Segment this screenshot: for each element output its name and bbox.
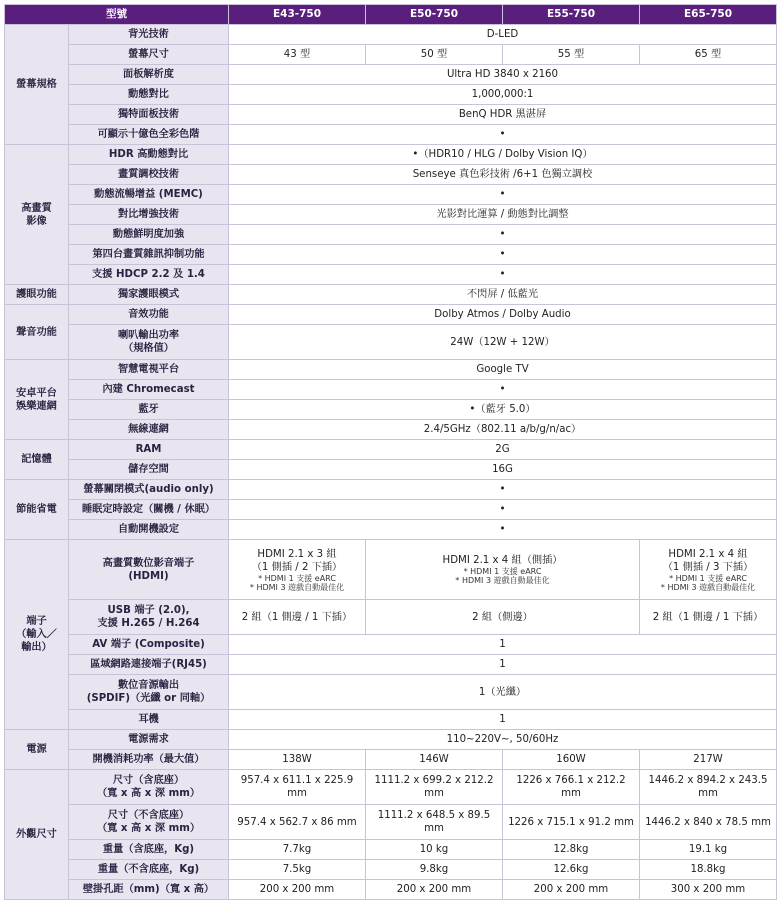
spec-value: 1226 x 766.1 x 212.2 mm — [503, 770, 640, 805]
spec-value: Dolby Atmos / Dolby Audio — [229, 305, 777, 325]
spec-value: Google TV — [229, 360, 777, 380]
spec-value: 1 — [229, 655, 777, 675]
table-row — [5, 325, 777, 360]
spec-value: 2.4/5GHz（802.11 a/b/g/n/ac） — [229, 420, 777, 440]
spec-value — [366, 540, 640, 600]
spec-value: • — [229, 265, 777, 285]
spec-value: • — [229, 225, 777, 245]
hdmi-main: HDMI 2.1 x 4 組 （1 側插 / 3 下插） — [662, 548, 754, 573]
spec-value: Ultra HD 3840 x 2160 — [229, 65, 777, 85]
table-row — [5, 730, 777, 750]
table-row — [5, 165, 777, 185]
table-row — [5, 65, 777, 85]
model-e50: E50-750 — [366, 5, 503, 25]
section-power-saving: 節能省電 — [5, 480, 69, 540]
spec-value: • — [229, 185, 777, 205]
table-row — [5, 880, 777, 900]
feature-label: 螢幕尺寸 — [69, 45, 229, 65]
spec-value: 16G — [229, 460, 777, 480]
feature-label: 對比增強技術 — [69, 205, 229, 225]
feature-label: 畫質調校技術 — [69, 165, 229, 185]
spec-value: 957.4 x 611.1 x 225.9 mm — [229, 770, 366, 805]
table-row — [5, 500, 777, 520]
hdmi-note: * HDMI 1 支援 eARC * HDMI 3 遊戲自動最佳化 — [455, 567, 550, 585]
feature-label: HDR 高動態對比 — [69, 145, 229, 165]
spec-value: • — [229, 500, 777, 520]
spec-value: 10 kg — [366, 840, 503, 860]
section-dimensions: 外觀尺寸 — [5, 770, 69, 900]
spec-value: • — [229, 380, 777, 400]
table-row — [5, 265, 777, 285]
spec-value: 18.8kg — [640, 860, 777, 880]
feature-label: USB 端子 (2.0), 支援 H.265 / H.264 — [69, 600, 229, 635]
spec-value: 957.4 x 562.7 x 86 mm — [229, 805, 366, 840]
table-row — [5, 750, 777, 770]
feature-label: RAM — [69, 440, 229, 460]
spec-value: Senseye 真色彩技術 /6+1 色獨立調校 — [229, 165, 777, 185]
feature-label: 藍牙 — [69, 400, 229, 420]
section-power: 電源 — [5, 730, 69, 770]
model-e55: E55-750 — [503, 5, 640, 25]
feature-label: 可顯示十億色全彩色階 — [69, 125, 229, 145]
feature-label: 喇叭輸出功率 （規格值） — [69, 325, 229, 360]
table-row — [5, 400, 777, 420]
spec-value: 1111.2 x 648.5 x 89.5 mm — [366, 805, 503, 840]
spec-value: 1,000,000:1 — [229, 85, 777, 105]
spec-value: 2G — [229, 440, 777, 460]
feature-label: 動態鮮明度加強 — [69, 225, 229, 245]
feature-label: 智慧電視平台 — [69, 360, 229, 380]
spec-value: 138W — [229, 750, 366, 770]
section-audio: 聲音功能 — [5, 305, 69, 360]
spec-value: 7.7kg — [229, 840, 366, 860]
spec-value: 1 — [229, 635, 777, 655]
spec-value: 19.1 kg — [640, 840, 777, 860]
spec-value: 160W — [503, 750, 640, 770]
feature-label: 內建 Chromecast — [69, 380, 229, 400]
spec-value: 1111.2 x 699.2 x 212.2 mm — [366, 770, 503, 805]
table-row — [5, 860, 777, 880]
table-row — [5, 305, 777, 325]
spec-value — [229, 540, 366, 600]
spec-value: 43 型 — [229, 45, 366, 65]
table-row — [5, 45, 777, 65]
table-row — [5, 770, 777, 805]
spec-value: BenQ HDR 黑湛屏 — [229, 105, 777, 125]
section-smart: 安卓平台 娛樂連網 — [5, 360, 69, 440]
spec-value: 2 組（側邊） — [366, 600, 640, 635]
table-row — [5, 540, 777, 600]
spec-value: 217W — [640, 750, 777, 770]
table-row — [5, 145, 777, 165]
spec-value: 200 x 200 mm — [503, 880, 640, 900]
feature-label: 獨特面板技術 — [69, 105, 229, 125]
header-row — [5, 5, 777, 25]
table-row — [5, 600, 777, 635]
spec-value: 12.8kg — [503, 840, 640, 860]
table-row — [5, 125, 777, 145]
model-e43: E43-750 — [229, 5, 366, 25]
table-row — [5, 655, 777, 675]
feature-label: 重量（含底座，Kg) — [69, 840, 229, 860]
feature-label: 動態流暢增益 (MEMC) — [69, 185, 229, 205]
table-row — [5, 710, 777, 730]
spec-value: 1446.2 x 894.2 x 243.5 mm — [640, 770, 777, 805]
spec-value: 55 型 — [503, 45, 640, 65]
feature-label: AV 端子 (Composite) — [69, 635, 229, 655]
feature-label: 儲存空間 — [69, 460, 229, 480]
feature-label: 背光技術 — [69, 25, 229, 45]
table-row — [5, 380, 777, 400]
hdmi-note: * HDMI 1 支援 eARC * HDMI 3 遊戲自動最佳化 — [249, 573, 345, 592]
feature-label: 獨家護眼模式 — [69, 285, 229, 305]
table-row — [5, 285, 777, 305]
spec-value: 7.5kg — [229, 860, 366, 880]
spec-value: • — [229, 520, 777, 540]
feature-label: 睡眠定時設定（關機 / 休眠） — [69, 500, 229, 520]
feature-label: 壁掛孔距（mm)（寬 x 高） — [69, 880, 229, 900]
spec-value: 50 型 — [366, 45, 503, 65]
section-eye-care: 護眼功能 — [5, 285, 69, 305]
table-row — [5, 420, 777, 440]
table-row — [5, 205, 777, 225]
feature-label: 音效功能 — [69, 305, 229, 325]
table-row — [5, 675, 777, 710]
spec-value: • — [229, 125, 777, 145]
table-row — [5, 460, 777, 480]
spec-value: 不閃屏 / 低藍光 — [229, 285, 777, 305]
feature-label: 尺寸（含底座） （寬 x 高 x 深 mm） — [69, 770, 229, 805]
spec-value: 1226 x 715.1 x 91.2 mm — [503, 805, 640, 840]
section-picture: 高畫質 影像 — [5, 145, 69, 285]
feature-label: 面板解析度 — [69, 65, 229, 85]
table-row — [5, 635, 777, 655]
feature-label: 動態對比 — [69, 85, 229, 105]
spec-value: 110~220V~, 50/60Hz — [229, 730, 777, 750]
spec-value: • — [229, 480, 777, 500]
spec-value — [640, 540, 777, 600]
feature-label: 螢幕關閉模式(audio only) — [69, 480, 229, 500]
spec-value: D-LED — [229, 25, 777, 45]
spec-value: 2 組（1 側邊 / 1 下插） — [229, 600, 366, 635]
header-model-label: 型號 — [5, 5, 229, 25]
feature-label: 區域網路連接端子(RJ45) — [69, 655, 229, 675]
feature-label: 高畫質數位影音端子 (HDMI) — [69, 540, 229, 600]
spec-value: 9.8kg — [366, 860, 503, 880]
table-row — [5, 85, 777, 105]
feature-label: 無線連網 — [69, 420, 229, 440]
feature-label: 電源需求 — [69, 730, 229, 750]
spec-value: • — [229, 245, 777, 265]
table-row — [5, 440, 777, 460]
feature-label: 數位音源輸出 (SPDIF)（光纖 or 同軸） — [69, 675, 229, 710]
spec-value: 12.6kg — [503, 860, 640, 880]
feature-label: 自動開機設定 — [69, 520, 229, 540]
table-row — [5, 25, 777, 45]
feature-label: 重量（不含底座，Kg) — [69, 860, 229, 880]
spec-value: •（HDR10 / HLG / Dolby Vision IQ） — [229, 145, 777, 165]
hdmi-main: HDMI 2.1 x 3 組 （1 側插 / 2 下插） — [251, 548, 343, 573]
table-row — [5, 840, 777, 860]
spec-value: 光影對比運算 / 動態對比調整 — [229, 205, 777, 225]
table-row — [5, 185, 777, 205]
model-e65: E65-750 — [640, 5, 777, 25]
table-row — [5, 480, 777, 500]
feature-label: 支援 HDCP 2.2 及 1.4 — [69, 265, 229, 285]
spec-value: 146W — [366, 750, 503, 770]
spec-table — [4, 4, 777, 900]
table-row — [5, 105, 777, 125]
table-row — [5, 520, 777, 540]
feature-label: 第四台畫質雜訊抑制功能 — [69, 245, 229, 265]
spec-value: 24W（12W + 12W） — [229, 325, 777, 360]
section-ports: 端子 （輸入／ 輸出） — [5, 540, 69, 730]
spec-value: 300 x 200 mm — [640, 880, 777, 900]
spec-value: 200 x 200 mm — [229, 880, 366, 900]
table-row — [5, 360, 777, 380]
section-display: 螢幕規格 — [5, 25, 69, 145]
spec-value: 1（光纖） — [229, 675, 777, 710]
spec-value: 1 — [229, 710, 777, 730]
hdmi-main: HDMI 2.1 x 4 組（側插） — [442, 555, 563, 566]
section-memory: 記憶體 — [5, 440, 69, 480]
feature-label: 尺寸（不含底座） （寬 x 高 x 深 mm） — [69, 805, 229, 840]
table-row — [5, 245, 777, 265]
feature-label: 開機消耗功率（最大值） — [69, 750, 229, 770]
spec-value: 65 型 — [640, 45, 777, 65]
spec-value: 1446.2 x 840 x 78.5 mm — [640, 805, 777, 840]
table-row — [5, 805, 777, 840]
spec-value: 2 組（1 側邊 / 1 下插） — [640, 600, 777, 635]
hdmi-note: * HDMI 1 支援 eARC * HDMI 3 遊戲自動最佳化 — [660, 573, 756, 592]
spec-value: 200 x 200 mm — [366, 880, 503, 900]
table-row — [5, 225, 777, 245]
feature-label: 耳機 — [69, 710, 229, 730]
spec-value: •（藍牙 5.0） — [229, 400, 777, 420]
